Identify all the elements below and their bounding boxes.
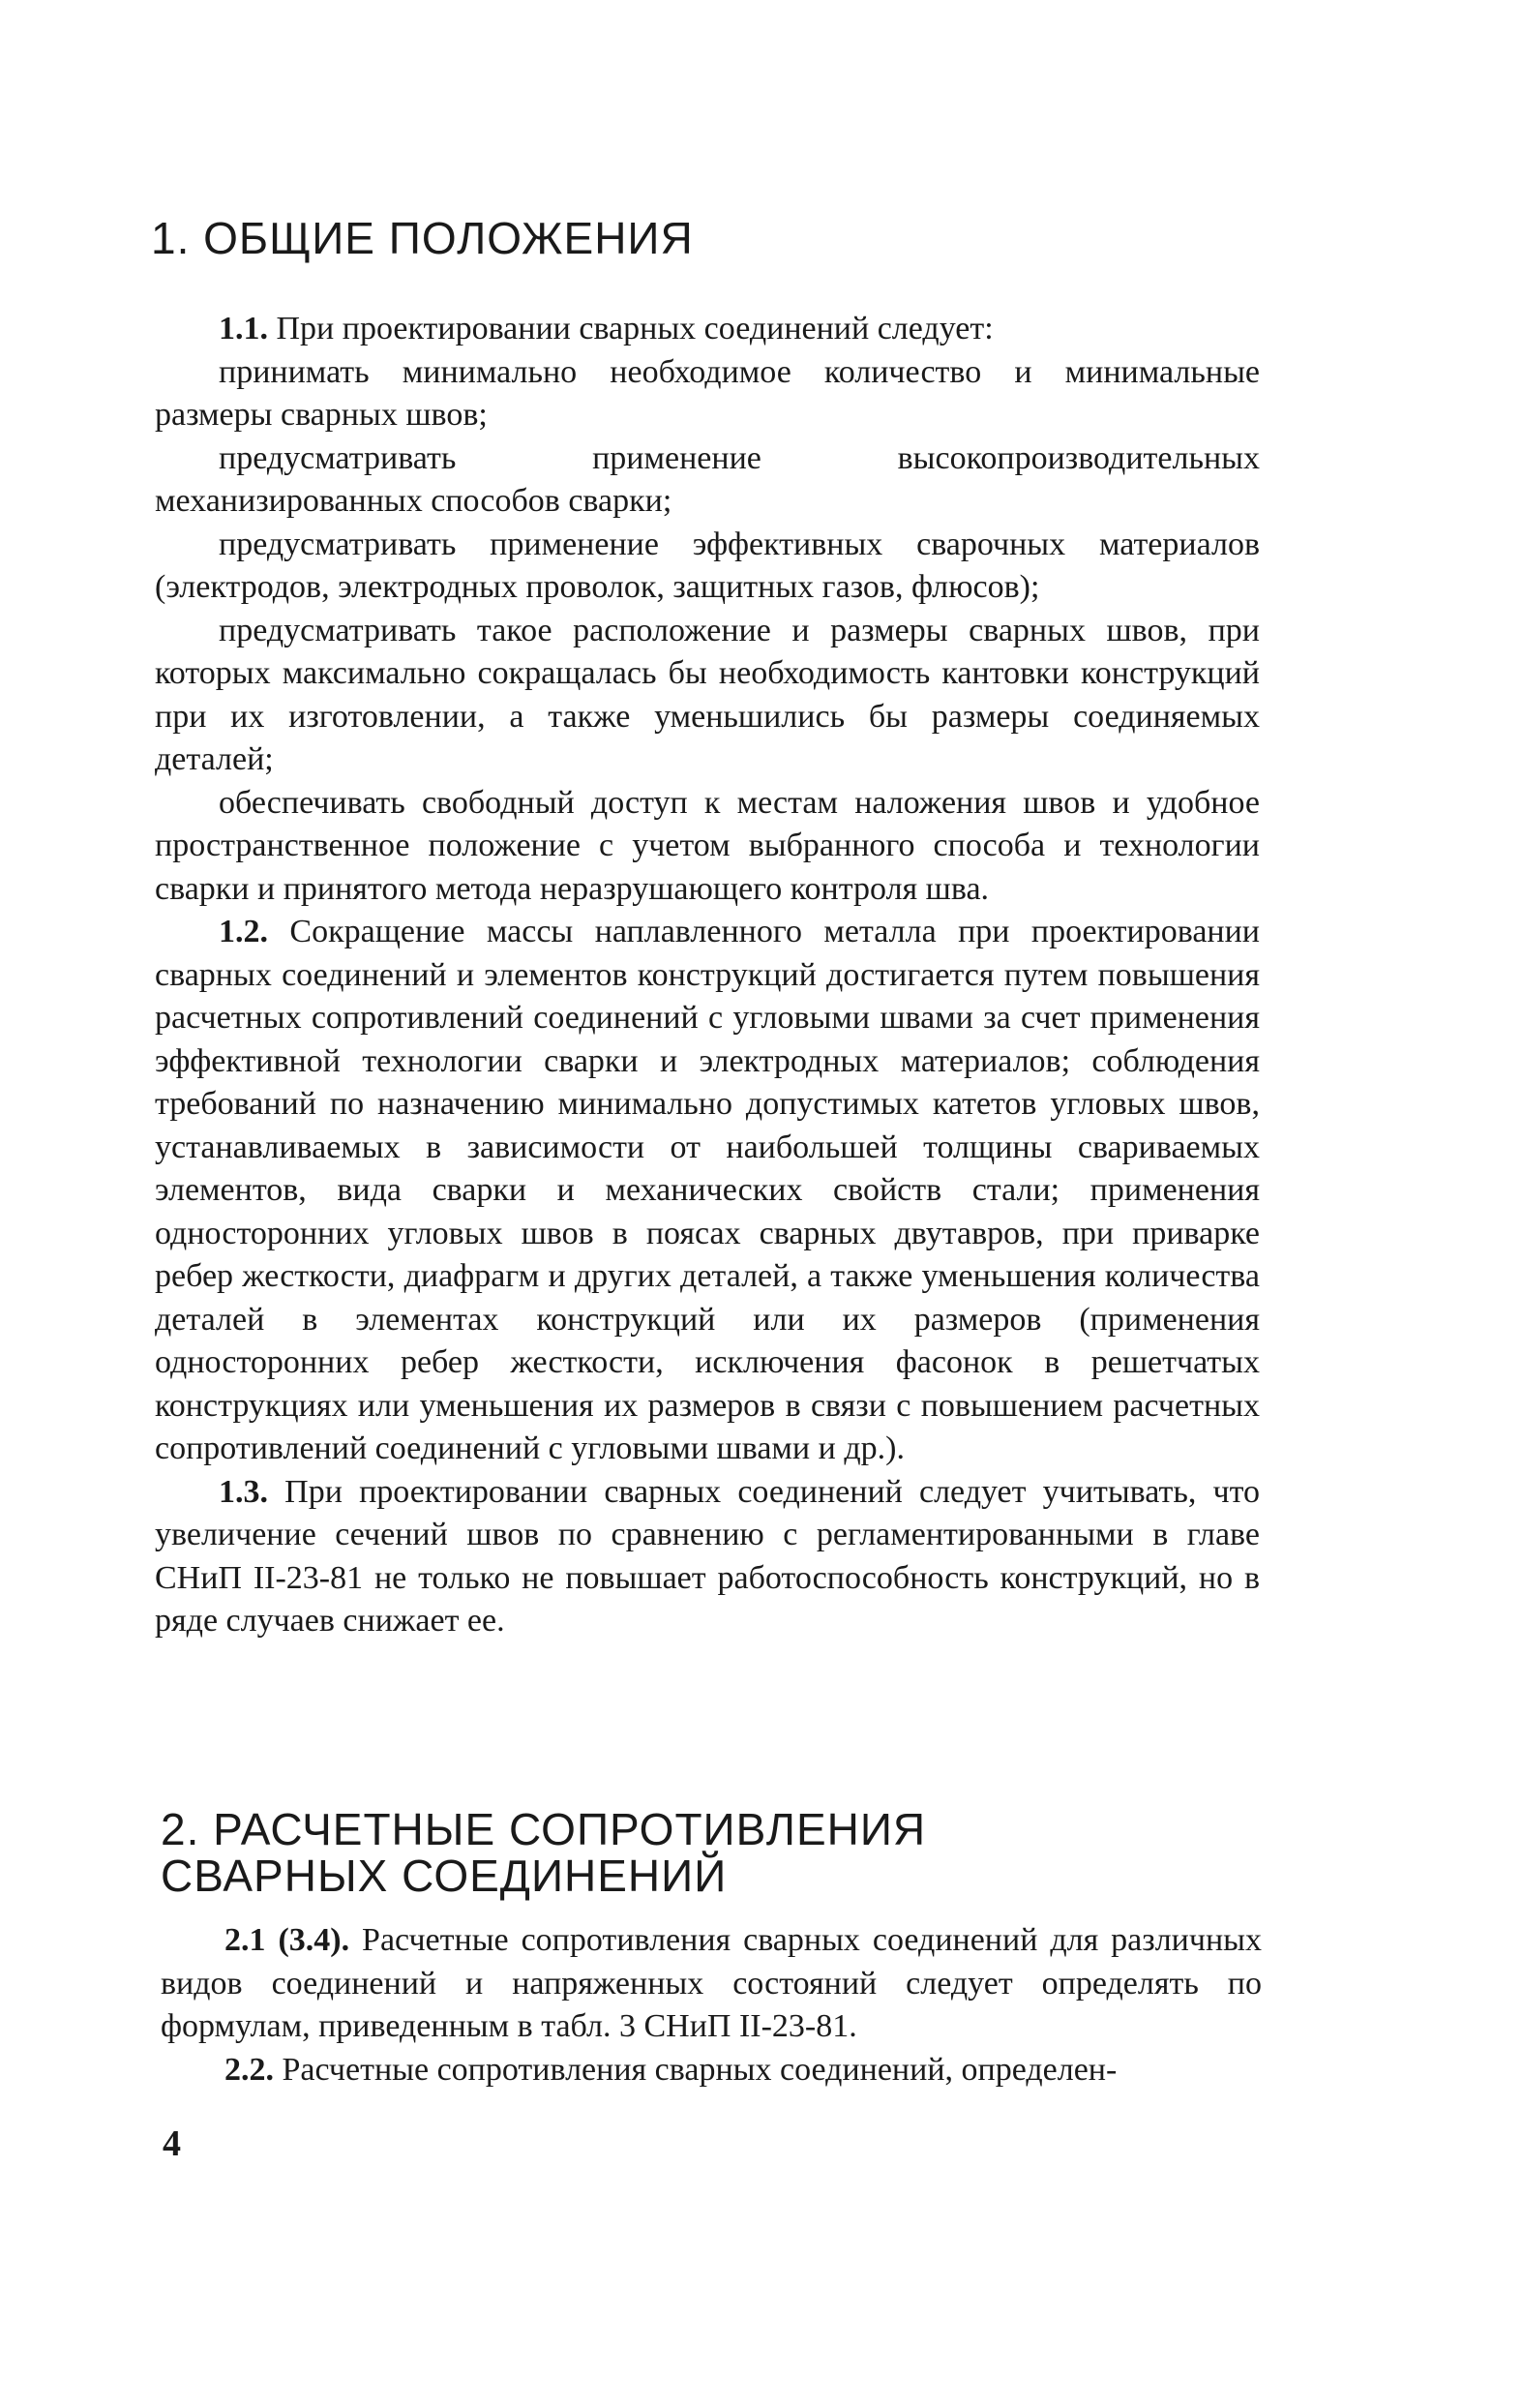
paragraph-text: Расчетные сопротивления сварных соединений для различных видов соединений и напряженных состояний следует определять по формулам, приведенным в табл. 3 СНиП II-23-81. bbox=[161, 1922, 1262, 2044]
paragraph-number: 1.3. bbox=[219, 1473, 268, 1510]
paragraph-2-1 bbox=[161, 1919, 1262, 2049]
paragraph-text: Сокращение массы наплавленного металла при проектировании сварных соединений и элементов конструкций достигается путем повышения расчетных сопротивлений соединений с угловыми швами за счет применения эффективной технологии сварки и электродных материалов; соблюдения требований по назначению минимально допустимых катетов угловых швов, устанавливаемых в зависимости от наибольшей толщины свариваемых элементов, вида сварки и механических свойств стали; применения односторонних угловых швов в поясах сварных двутавров, при приварке ребер жесткости, диафрагм и других деталей, а также уменьшения количества деталей в элементах конструкций или их размеров (применения односторонних ребер жесткости, исключения фасонок в решетчатых конструкциях или уменьшения их размеров в связи с повышением расчетных сопротивлений соединений с угловыми швами и др.). bbox=[155, 914, 1260, 1466]
section-2-title bbox=[161, 1806, 926, 1899]
list-item: предусматривать такое расположение и размеры сварных швов, при которых максимально сокращалась бы необходимость кантовки конструкций при их изготовлении, а также уменьшились бы размеры соединяемых деталей; bbox=[155, 612, 1260, 777]
paragraph-2-2 bbox=[161, 2049, 1262, 2092]
section-1-body bbox=[155, 308, 1260, 1643]
list-item: обеспечивать свободный доступ к местам наложения швов и удобное пространственное положение с учетом выбранного способа и технологии сварки и принятого метода неразрушающего контроля шва. bbox=[155, 784, 1260, 907]
section-1-title: 1. ОБЩИЕ ПОЛОЖЕНИЯ bbox=[151, 213, 694, 263]
list-item: предусматривать применение высокопроизводительных механизированных способов сварки; bbox=[155, 439, 1260, 519]
list-item: принимать минимально необходимое количество и минимальные размеры сварных швов; bbox=[155, 353, 1260, 433]
section-2-title-line-1: 2. РАСЧЕТНЫЕ СОПРОТИВЛЕНИЯ bbox=[161, 1804, 927, 1854]
paragraph-1-2 bbox=[155, 911, 1260, 1471]
section-2-body bbox=[161, 1919, 1262, 2092]
paragraph-text: При проектировании сварных соединений следует учитывать, что увеличение сечений швов по сравнению с регламентированными в главе СНиП II-23-81 не только не повышает работоспособность конструкций, но в ряде случаев снижает ее. bbox=[155, 1473, 1261, 1639]
paragraph-number: 2.1 (3.4). bbox=[224, 1922, 350, 1958]
paragraph-1-3 bbox=[155, 1471, 1260, 1643]
paragraph-number: 1.1. bbox=[219, 311, 268, 346]
paragraph-number: 1.2. bbox=[219, 914, 268, 949]
paragraph-1-1 bbox=[155, 308, 1260, 351]
paragraph-text: При проектировании сварных соединений следует: bbox=[276, 311, 994, 346]
section-2-title-line-2: СВАРНЫХ СОЕДИНЕНИЙ bbox=[161, 1851, 728, 1901]
page-number: 4 bbox=[163, 2123, 181, 2164]
paragraph-text: Расчетные сопротивления сварных соединений, определен- bbox=[282, 2051, 1118, 2088]
list-item: предусматривать применение эффективных сварочных материалов (электродов, электродных проволок, защитных газов, флюсов); bbox=[155, 526, 1260, 605]
paragraph-number: 2.2. bbox=[224, 2051, 274, 2088]
